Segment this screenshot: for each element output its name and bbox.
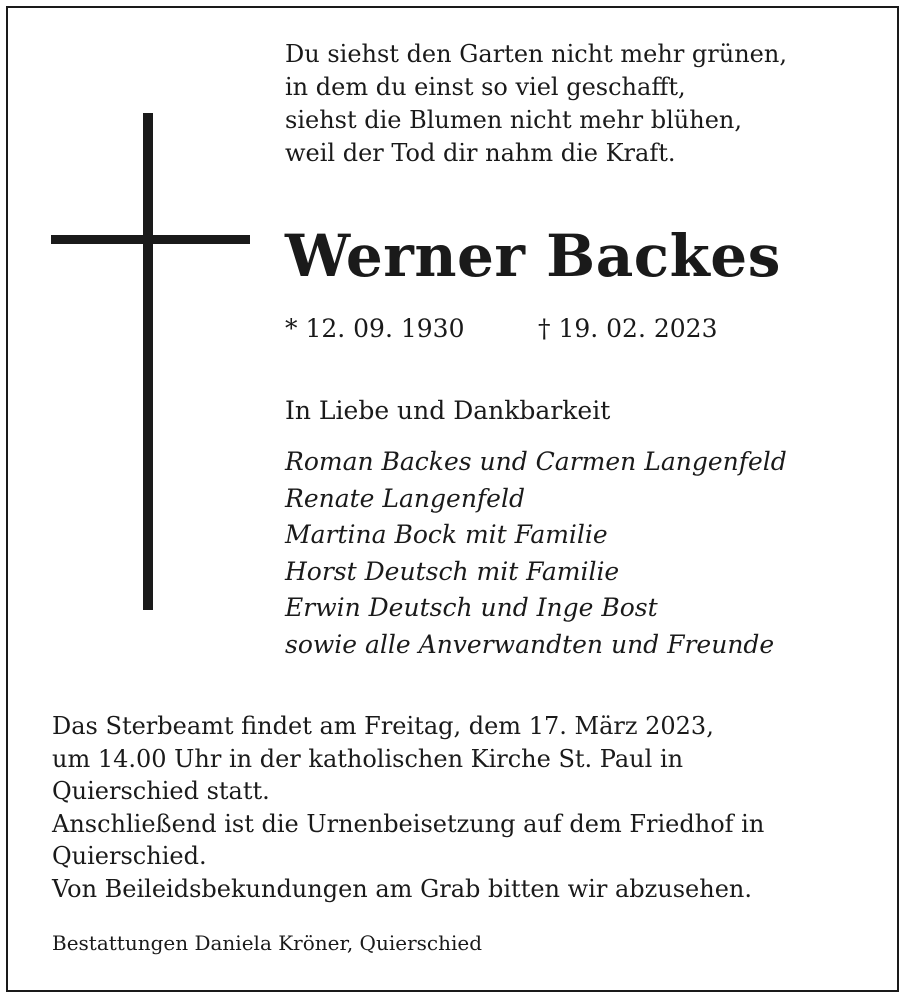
mourners-list [285,444,787,663]
memorial-poem [285,38,787,170]
birth-date: * 12. 09. 1930 [285,314,465,343]
mourner-entry: Horst Deutsch mit Familie [285,556,620,586]
service-notice [52,710,764,905]
notice-line: Von Beileidsbekundungen am Grab bitten wir abzusehen. [52,874,752,903]
cross-icon-vertical-beam [143,113,153,610]
notice-line: um 14.00 Uhr in der katholischen Kirche St. Paul in [52,744,684,773]
mourner-entry: Roman Backes und Carmen Langenfeld [285,447,787,476]
poem-line: in dem du einst so viel geschafft, [285,73,686,101]
notice-line: Quierschied. [52,842,207,870]
cross-icon-horizontal-beam [51,235,250,244]
mourner-entry: sowie alle Anverwandten und Freunde [285,629,775,659]
mourner-entry: Martina Bock mit Familie [285,520,608,549]
notice-line: Quierschied statt. [52,777,270,805]
dedication-line: In Liebe und Dankbarkeit [285,396,611,425]
death-date: † 19. 02. 2023 [538,314,718,343]
poem-line: weil der Tod dir nahm die Kraft. [285,139,676,167]
notice-line: Das Sterbeamt findet am Freitag, dem 17. März 2023, [52,712,714,740]
notice-line: Anschließend ist die Urnenbeisetzung auf dem Friedhof in [52,809,765,838]
deceased-name: Werner Backes [285,222,781,290]
poem-line: siehst die Blumen nicht mehr blühen, [285,106,742,134]
mourner-entry: Renate Langenfeld [285,483,525,513]
mourner-entry: Erwin Deutsch und Inge Bost [285,593,658,622]
poem-line: Du siehst den Garten nicht mehr grünen, [285,40,787,68]
undertaker-credit: Bestattungen Daniela Kröner, Quierschied [52,931,483,955]
